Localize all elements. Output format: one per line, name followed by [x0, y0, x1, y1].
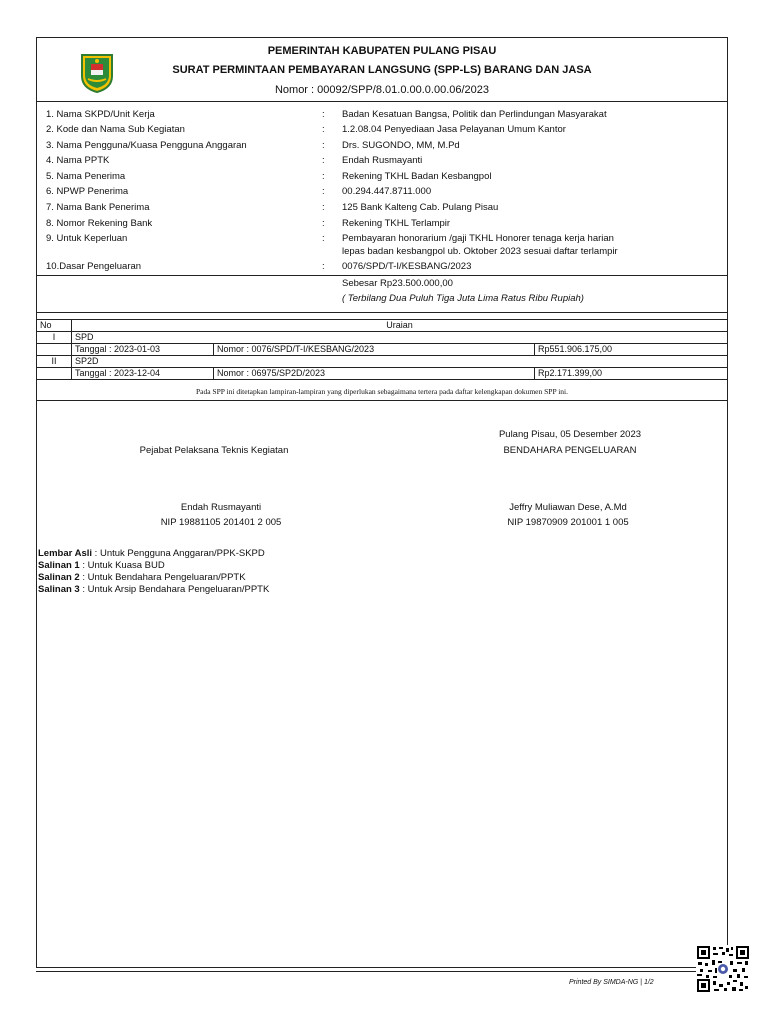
- table-header-no: No: [37, 320, 72, 332]
- field-colon: :: [322, 186, 325, 197]
- field-label-pptk: 4. Nama PPTK: [46, 155, 110, 166]
- field-value-dasar-pengeluaran: 0076/SPD/T-I/KESBANG/2023: [342, 261, 472, 272]
- table-cell-empty: [37, 344, 72, 356]
- copy-value: Untuk Bendahara Pengeluaran/PPTK: [87, 572, 246, 583]
- field-colon: :: [322, 233, 325, 244]
- left-signer-title: Pejabat Pelaksana Teknis Kegiatan: [139, 445, 289, 456]
- attachment-note: Pada SPP ini ditetapkan lampiran-lampiran yang diperlukan sebagaimana tertera pada daftar kelengkapan dokumen SPP ini.: [195, 387, 569, 396]
- field-value-pptk: Endah Rusmayanti: [342, 155, 423, 166]
- right-signer-name: Jeffry Muliawan Dese, A.Md: [509, 502, 627, 513]
- table-cell-section-title: SP2D: [72, 356, 728, 368]
- table-cell-nomor: Nomor : 06975/SP2D/2023: [214, 368, 535, 380]
- copy-distribution-row: Salinan 1 : Untuk Kuasa BUD: [38, 560, 165, 571]
- copy-key: Salinan 3: [38, 584, 80, 595]
- field-label-pengguna-anggaran: 3. Nama Pengguna/Kuasa Pengguna Anggaran: [46, 140, 247, 151]
- table-row: [37, 332, 728, 344]
- field-colon: :: [322, 155, 325, 166]
- place-date: Pulang Pisau, 05 Desember 2023: [498, 429, 642, 440]
- header-government: PEMERINTAH KABUPATEN PULANG PISAU: [267, 45, 497, 57]
- copy-value: Untuk Arsip Bendahara Pengeluaran/PPTK: [87, 584, 270, 595]
- table-cell-tanggal: Tanggal : 2023-01-03: [72, 344, 214, 356]
- field-label-sub-kegiatan: 2. Kode dan Nama Sub Kegiatan: [46, 124, 185, 135]
- field-value-pengguna-anggaran: Drs. SUGONDO, MM, M.Pd: [342, 140, 460, 151]
- table-header-uraian: Uraian: [72, 320, 728, 332]
- header-document-number: Nomor : 00092/SPP/8.01.0.00.0.00.06/2023: [274, 84, 490, 96]
- table-row: [37, 344, 728, 356]
- uraian-table: [36, 319, 728, 380]
- left-signer-nip: NIP 19881105 201401 2 005: [160, 517, 282, 528]
- copy-key: Salinan 2: [38, 572, 80, 583]
- left-signer-name: Endah Rusmayanti: [180, 502, 262, 513]
- field-colon: :: [322, 261, 325, 272]
- field-label-skpd: 1. Nama SKPD/Unit Kerja: [46, 109, 155, 120]
- table-header-row: [37, 320, 728, 332]
- copy-value: Untuk Kuasa BUD: [87, 560, 165, 571]
- field-colon: :: [322, 202, 325, 213]
- field-colon: :: [322, 140, 325, 151]
- field-colon: :: [322, 218, 325, 229]
- field-value-penerima: Rekening TKHL Badan Kesbangpol: [342, 171, 492, 182]
- field-value-skpd: Badan Kesatuan Bangsa, Politik dan Perlindungan Masyarakat: [342, 109, 607, 120]
- field-value-keperluan-line2: lepas badan kesbangpol ub. Oktober 2023 sesuai daftar terlampir: [342, 246, 618, 257]
- table-cell-amount: Rp551.906.175,00: [535, 344, 728, 356]
- field-colon: :: [322, 109, 325, 120]
- field-label-penerima: 5. Nama Penerima: [46, 171, 126, 182]
- field-label-bank: 7. Nama Bank Penerima: [46, 202, 150, 213]
- field-value-npwp: 00.294.447.8711.000: [342, 186, 432, 197]
- field-label-keperluan: 9. Untuk Keperluan: [46, 233, 128, 244]
- copy-value: Untuk Pengguna Anggaran/PPK-SKPD: [99, 548, 265, 559]
- right-signer-nip: NIP 19870909 201001 1 005: [507, 517, 629, 528]
- amount-in-words: ( Terbilang Dua Puluh Tiga Juta Lima Ratus Ribu Rupiah): [342, 293, 584, 304]
- table-cell-empty: [37, 368, 72, 380]
- print-footer: Printed By SIMDA-NG | 1/2: [569, 979, 654, 986]
- copy-distribution-row: Lembar Asli : Untuk Pengguna Anggaran/PPK-SKPD: [38, 548, 265, 559]
- copy-key: Salinan 1: [38, 560, 80, 571]
- field-value-bank: 125 Bank Kalteng Cab. Pulang Pisau: [342, 202, 499, 213]
- field-label-rekening: 8. Nomor Rekening Bank: [46, 218, 153, 229]
- table-cell-no: I: [37, 332, 72, 344]
- copy-key: Lembar Asli: [38, 548, 93, 559]
- field-colon: :: [322, 124, 325, 135]
- divider: [36, 101, 728, 102]
- field-colon: :: [322, 171, 325, 182]
- table-cell-tanggal: Tanggal : 2023-12-04: [72, 368, 214, 380]
- divider: [36, 275, 728, 276]
- divider: [36, 312, 728, 313]
- copy-distribution-row: Salinan 2 : Untuk Bendahara Pengeluaran/PPTK: [38, 572, 246, 583]
- field-value-rekening: Rekening TKHL Terlampir: [342, 218, 451, 229]
- amount-total: Sebesar Rp23.500.000,00: [342, 278, 453, 289]
- divider: [36, 400, 728, 401]
- header-document-title: SURAT PERMINTAAN PEMBAYARAN LANGSUNG (SPP-LS) BARANG DAN JASA: [172, 64, 592, 76]
- table-row: [37, 356, 728, 368]
- table-cell-amount: Rp2.171.399,00: [535, 368, 728, 380]
- field-label-dasar-pengeluaran: 10.Dasar Pengeluaran: [46, 261, 142, 272]
- copy-distribution-row: Salinan 3 : Untuk Arsip Bendahara Pengeluaran/PPTK: [38, 584, 270, 595]
- field-value-sub-kegiatan: 1.2.08.04 Penyediaan Jasa Pelayanan Umum Kantor: [342, 124, 566, 135]
- right-signer-title: BENDAHARA PENGELUARAN: [503, 445, 637, 456]
- field-label-npwp: 6. NPWP Penerima: [46, 186, 129, 197]
- table-cell-nomor: Nomor : 0076/SPD/T-I/KESBANG/2023: [214, 344, 535, 356]
- table-cell-no: II: [37, 356, 72, 368]
- footer-divider: [36, 971, 728, 972]
- field-value-keperluan: Pembayaran honorarium /gaji TKHL Honorer tenaga kerja harian: [342, 233, 614, 244]
- table-row: [37, 368, 728, 380]
- table-cell-section-title: SPD: [72, 332, 728, 344]
- qr-code-icon: [696, 945, 750, 993]
